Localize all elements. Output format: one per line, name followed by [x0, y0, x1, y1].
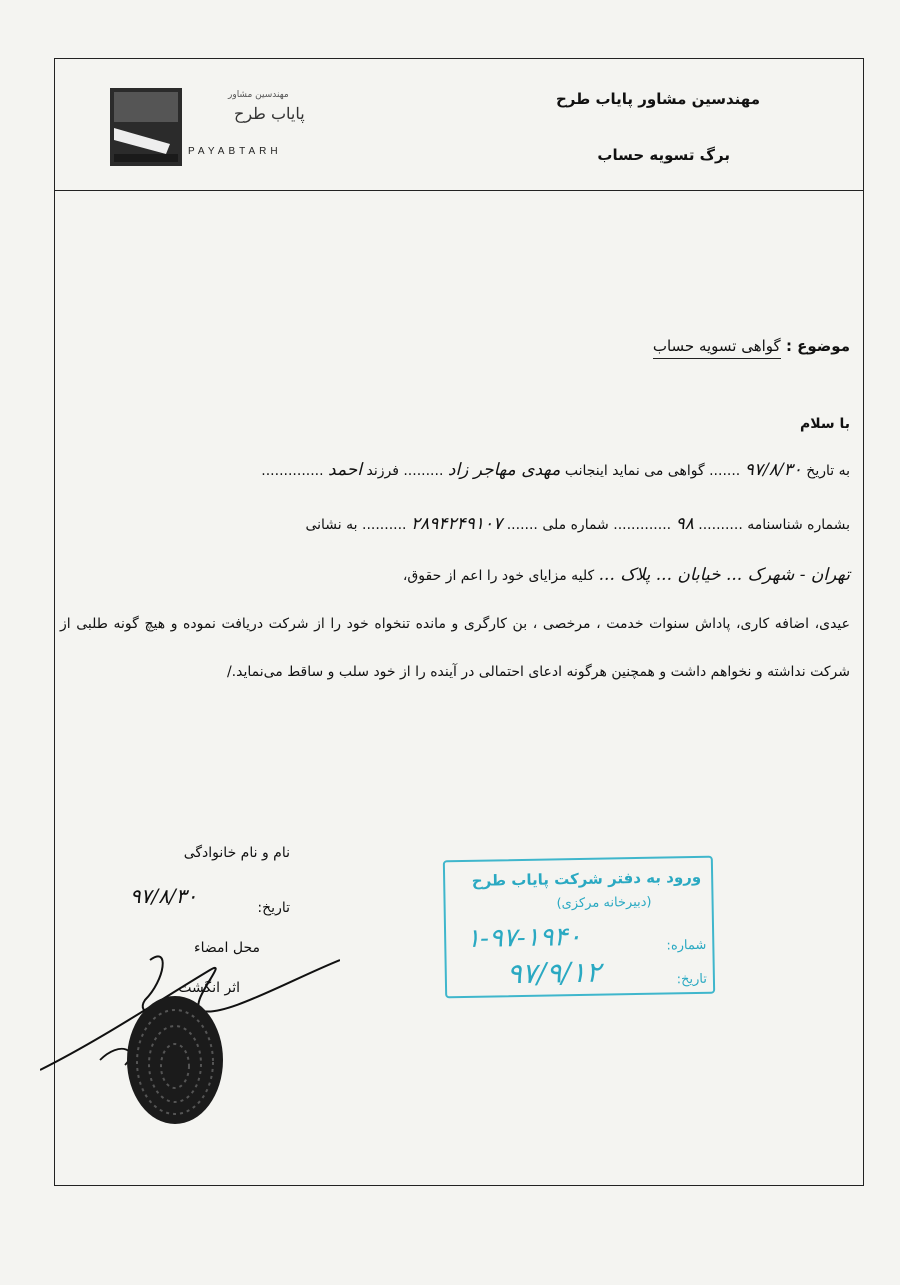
dots: ............. [613, 517, 672, 533]
address-label: به نشانی [305, 517, 358, 533]
signature-date-value: ۹۷/۸/۳۰ [130, 884, 198, 908]
form-title: برگ تسویه حساب [597, 146, 730, 164]
body-line-1 [261, 460, 850, 480]
stamp-number-label: شماره: [666, 937, 707, 954]
subject-label: موضوع : [785, 337, 850, 355]
date-intro: به تاریخ [806, 463, 850, 479]
benefits-text: کلیه مزایای خود را اعم از حقوق، [402, 568, 595, 584]
subject-value: گواهی تسویه حساب [653, 337, 781, 359]
body-paragraph: عیدی، اضافه کاری، پاداش سنوات خدمت ، مرخصی ، بن کارگری و مانده تنخواه خود را از شرکت دریافت نموده و هیچ گونه طلبی از شرکت نداشته و نخواهم داشت و همچنین هرگونه ادعای احتمالی در آینده را از خود سلب و ساقط می‌نماید./ [60, 616, 850, 680]
logo-subtitle: مهندسین مشاور [228, 90, 289, 100]
child-of-label: فرزند [366, 463, 399, 479]
company-name: مهندسین مشاور پایاب طرح [555, 90, 760, 108]
dots: ....... [709, 463, 741, 479]
logo-persian: پایاب طرح [234, 104, 305, 123]
body-line-2 [305, 514, 850, 534]
handwritten-father-name: احمد [328, 460, 363, 480]
handwritten-date: ۹۷/۸/۳۰ [744, 460, 802, 480]
full-name-label: نام و نام خانوادگی [183, 845, 290, 861]
stamp-date-value: ۹۷/۹/۱۲ [506, 955, 602, 991]
dots: ......... [403, 463, 444, 479]
signature-date-label: تاریخ: [257, 900, 290, 916]
handwritten-national-id: ۲۸۹۴۲۴۹۱۰۷ [410, 514, 503, 534]
stamp-date-label: تاریخ: [676, 971, 708, 988]
header-divider [54, 190, 864, 191]
stamp-number-value: ۱-۹۷-۱۹۴۰ [465, 921, 582, 954]
entry-stamp [443, 856, 715, 999]
logo-mark-icon [110, 88, 182, 166]
company-logo [110, 88, 340, 178]
logo-english: PAYABTARH [188, 146, 282, 157]
id-label: بشماره شناسنامه [747, 517, 850, 533]
signature-place-label: محل امضاء [194, 940, 260, 956]
handwritten-id-number: ۹۸ [675, 514, 694, 534]
greeting: با سلام [799, 416, 850, 432]
body-line-3 [403, 565, 850, 585]
fingerprint-icon [120, 990, 230, 1130]
certify-text: گواهی می نماید اینجانب [564, 463, 705, 479]
stamp-title: ورود به دفتر شرکت پایاب طرح [471, 867, 702, 890]
dots: ....... [506, 517, 538, 533]
handwritten-address: تهران - شهرک ... خیابان ... پلاک ... [598, 565, 850, 585]
national-id-label: شماره ملی [542, 517, 609, 533]
dots: .......... [362, 517, 407, 533]
dots: .......... [698, 517, 743, 533]
stamp-subtitle: (دبیرخانه مرکزی) [556, 894, 652, 912]
subject-line [653, 337, 850, 355]
dots: .............. [261, 463, 324, 479]
fingerprint-label: اثر انگشت [178, 980, 240, 996]
handwritten-name: مهدی مهاجر زاد [447, 460, 561, 480]
